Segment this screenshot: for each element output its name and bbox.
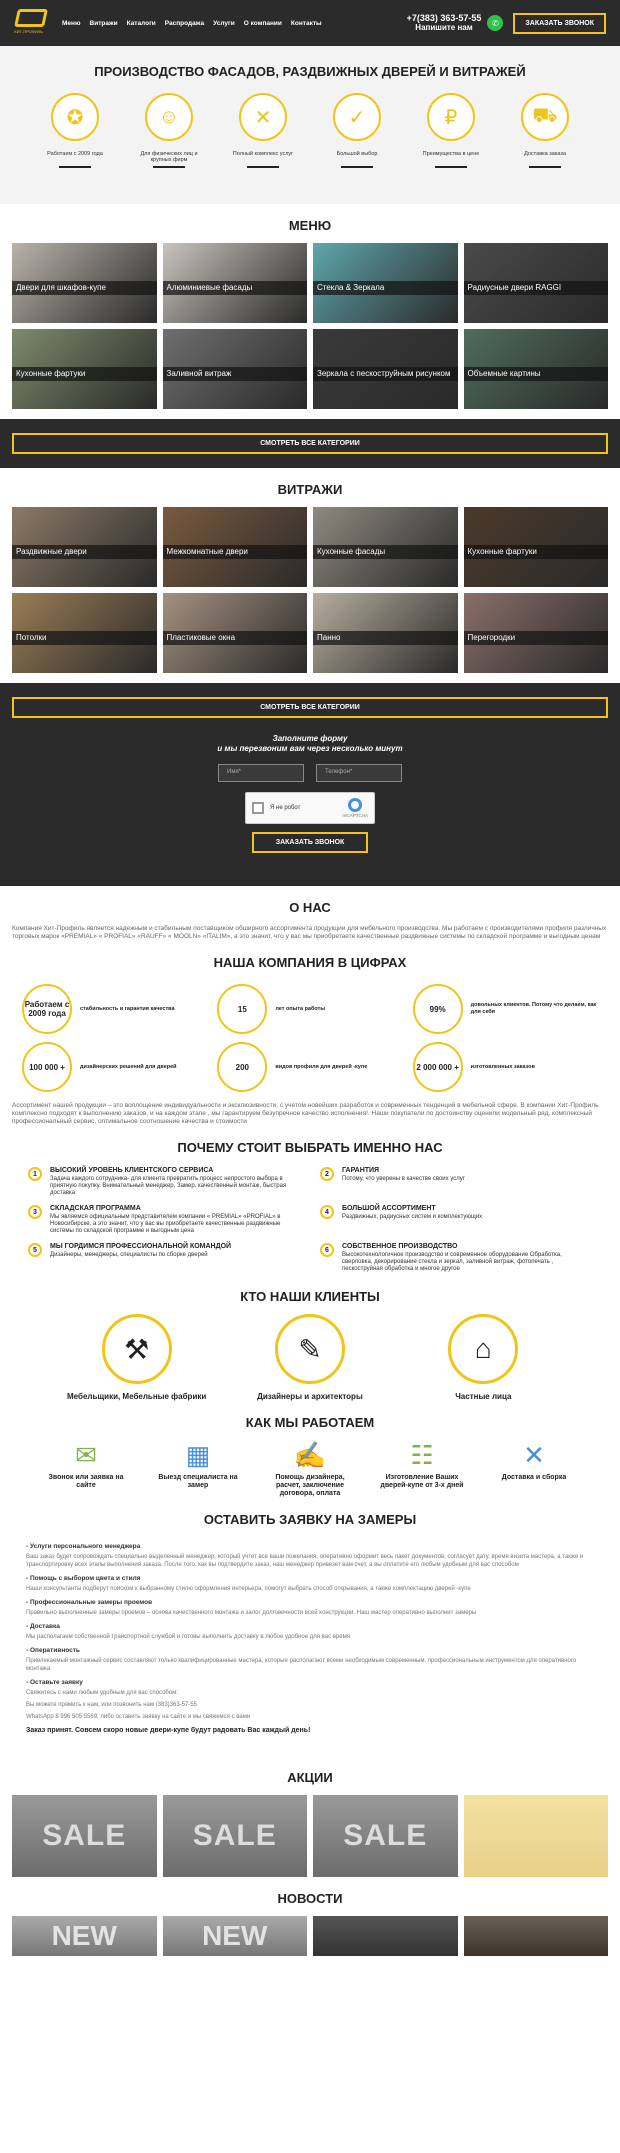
about-section [0,886,620,941]
tile-label: Радиусные двери RAGGI [464,281,609,295]
advantage-item [42,93,108,168]
nav-item-menu[interactable]: Меню [62,19,81,27]
phone-sub: Напишите нам [415,23,473,32]
see-all-categories-button[interactable]: СМОТРЕТЬ ВСЕ КАТЕГОРИИ [12,433,608,454]
vitrage-tile[interactable] [464,507,609,587]
order-contact: WhatsApp 8 996 505 5569, либо оставить заявку на сайте и мы свяжемся с вами [26,1714,251,1720]
check-icon: ✓ [333,93,381,141]
news-title: НОВОСТИ [277,1891,343,1906]
client-item [408,1314,558,1401]
advantage-item [136,93,202,168]
advantages-row [0,89,620,172]
why-item [320,1243,592,1273]
main-nav [62,20,322,27]
about-title: О НАС [289,900,331,915]
clients-section [0,1275,620,1401]
divider [341,166,373,168]
step-label: Выезд специалиста на замер [158,1474,238,1489]
number-value: 200 [217,1042,267,1092]
call-request-button[interactable]: ЗАКАЗАТЬ ЗВОНОК [513,13,606,34]
tile-label: Заливной витраж [163,367,308,381]
why-number: 1 [28,1167,42,1181]
advantage-label: Преимущества в цене [422,151,480,157]
order-text: Наши консультанты подберут поиском к выбранному стилю оформления интерьера, помогут выбрать способ открывания, а также комплектацию дверей -купе [26,1586,471,1592]
why-number: 5 [28,1243,42,1257]
why-item-title: МЫ ГОРДИМСЯ ПРОФЕССИОНАЛЬНОЙ КОМАНДОЙ [50,1243,232,1250]
vitrage-tile[interactable] [313,593,458,673]
tools-icon: ✕ [523,1440,545,1470]
step-label: Звонок или заявка на сайте [48,1474,124,1489]
step-item [377,1440,467,1498]
logo-text: ХИТ-ПРОФИЛЬ [14,29,44,34]
form-fields [0,764,620,782]
see-all-categories-button[interactable]: СМОТРЕТЬ ВСЕ КАТЕГОРИИ [12,697,608,718]
news-section [0,1877,620,1956]
form-title-line1: Заполните форму [272,734,348,743]
furniture-maker-icon: ⚒ [102,1314,172,1384]
menu-tile[interactable] [163,243,308,323]
news-card[interactable]: NEW [12,1916,157,1956]
site-header [0,0,620,46]
request-icon: ✉ [75,1440,97,1470]
how-title: КАК МЫ РАБОТАЕМ [245,1415,375,1430]
number-label: изготовленных заказов [470,1063,535,1070]
divider [59,166,91,168]
step-label: Изготовление Ваших дверей-купе от 3-х дней [380,1474,464,1489]
number-value: 100 000 + [22,1042,72,1092]
number-value: Работаем с 2009 года [22,984,72,1034]
tile-label: Раздвижные двери [12,545,157,559]
order-text: Мы располагаем собственной транспортной службой и готовы выполнить доставку в любое удобное для вас время [26,1634,350,1640]
why-number: 6 [320,1243,334,1257]
why-item-text: Мы являемся официальным представителем компании « PREMIAL» «PROFIAL» в Новосибирске, а это значит, что у вас вы приобретаете качественные раздвижные системы по складской программе и выгодным цена [50,1214,281,1234]
client-label: Мебельщики, Мебельные фабрики [67,1392,207,1401]
menu-section [0,204,620,409]
recaptcha-label: Я не робот [270,805,301,811]
why-title: ПОЧЕМУ СТОИТ ВЫБРАТЬ ИМЕННО НАС [177,1140,443,1155]
why-number: 4 [320,1205,334,1219]
advantage-label: Доставка заказа [524,151,566,157]
number-item [22,1042,207,1092]
why-item [320,1167,592,1197]
production-icon: ☷ [410,1440,434,1470]
recaptcha-icon [342,798,368,818]
divider [435,166,467,168]
advantage-label: Работаем с 2009 года [47,151,103,157]
number-item [217,984,402,1034]
phone-input[interactable]: Телефон* [316,764,402,782]
numbers-section [0,941,620,1126]
number-label: довольных клиентов. Потому что делаем, как для себя [470,1002,597,1015]
number-label: стабильность и гарантия качества [80,1005,175,1012]
step-item [489,1440,579,1498]
sales-grid [0,1795,620,1877]
step-label: Доставка и сборка [501,1474,567,1481]
nav-item-about[interactable]: О компании [243,19,282,27]
order-contact: Вы можете прямить к нам, или позвонить нам (383)363-57-55 [26,1702,198,1708]
designer-icon: ✎ [275,1314,345,1384]
hero-title: ПРОИЗВОДСТВО ФАСАДОВ, РАЗДВИЖНЫХ ДВЕРЕЙ И ВИТРАЖЕЙ [94,64,526,79]
why-item-text: Задача каждого сотрудника- для клиента превратить процесс непростого выбора в приятную покупку. Внимательный менеджер, Замер, качественный монтаж, быстрая доставка [50,1176,287,1196]
step-item [265,1440,355,1498]
number-value: 99% [413,984,463,1034]
order-heading: - Оперативность [26,1647,80,1654]
vitrage-grid [0,507,620,673]
tile-label: Межкомнатные двери [163,545,308,559]
sales-title: АКЦИИ [287,1770,333,1785]
number-item [217,1042,402,1092]
menu-see-all-wrap [0,419,620,468]
recaptcha-checkbox[interactable] [252,802,264,814]
why-item [320,1205,592,1235]
why-number: 3 [28,1205,42,1219]
advantage-label: Большой выбор [336,151,378,157]
vitrage-see-all-wrap [0,683,620,718]
menu-tile[interactable] [12,329,157,409]
vitrage-tile[interactable] [464,593,609,673]
tile-label: Зеркала с пескоструйным рисунком [313,367,458,381]
number-value: 15 [217,984,267,1034]
tile-label: Панно [313,631,458,645]
why-number: 2 [320,1167,334,1181]
nav-item-contacts[interactable]: Контакты [290,19,322,27]
divider [247,166,279,168]
news-card[interactable]: NEW [163,1916,308,1956]
recaptcha-brand: reCAPTCHA [342,813,368,818]
tools-icon: ✕ [239,93,287,141]
number-item [22,984,207,1034]
numbers-title: НАША КОМПАНИЯ В ЦИФРАХ [213,955,407,970]
advantage-item [418,93,484,168]
menu-tile[interactable] [12,243,157,323]
advantage-item [324,93,390,168]
submit-callback-button[interactable]: ЗАКАЗАТЬ ЗВОНОК [252,832,368,853]
news-card[interactable] [313,1916,458,1956]
nav-item-vitrage[interactable]: Витражи [89,19,118,27]
menu-tile[interactable] [313,243,458,323]
numbers-grid [0,980,620,1102]
sale-card[interactable]: SALE [12,1795,157,1877]
tile-label: Пластиковые окна [163,631,308,645]
hero-section [0,46,620,204]
order-heading: - Помощь с выбором цвета и стиля [26,1575,141,1582]
sale-card[interactable] [464,1795,609,1877]
form-title [0,734,620,754]
order-text: Свяжитесь с нами любым удобным для вас способом: [26,1690,178,1696]
why-item-text: Потому, что уверены в качестве своих услуг [342,1176,465,1182]
menu-tile[interactable] [464,329,609,409]
tile-label: Кухонные фартуки [464,545,609,559]
steps-row [0,1440,620,1498]
clients-row [0,1314,620,1401]
advantage-item [512,93,578,168]
truck-icon: ⛟ [521,93,569,141]
number-item [413,984,598,1034]
menu-tile[interactable] [163,329,308,409]
nav-item-sale[interactable]: Распродажа [164,19,205,27]
tile-label: Потолки [12,631,157,645]
recaptcha-widget [245,792,375,824]
why-item [28,1243,300,1273]
tile-label: Кухонные фартуки [12,367,157,381]
vitrage-tile[interactable] [12,593,157,673]
advantage-label: Полный комплекс услуг [232,151,294,157]
divider [529,166,561,168]
client-item [62,1314,212,1401]
phone-number[interactable]: +7(383) 363-57-55 [406,13,482,23]
menu-grid [0,243,620,409]
callback-form [0,718,620,886]
sale-card[interactable]: SALE [163,1795,308,1877]
why-item [28,1167,300,1197]
name-input[interactable]: Имя* [218,764,304,782]
tile-label: Кухонные фасады [313,545,458,559]
menu-tile[interactable] [464,243,609,323]
why-item [28,1205,300,1235]
whatsapp-icon[interactable]: ✆ [487,15,503,31]
advantage-label: Для физических лиц и крупных фирм [140,151,198,163]
why-section [0,1126,620,1275]
tile-label: Двери для шкафов-купе [12,281,157,295]
form-title-line2: и мы перезвоним вам через несколько минут [217,744,403,753]
clients-title: КТО НАШИ КЛИЕНТЫ [240,1289,380,1304]
client-label: Дизайнеры и архитекторы [257,1392,363,1401]
numbers-text: Ассортимент нашей продукции – это воплощение индивидуальности и эксклюзивности, с учетом новейших разработок и современных тенденций в мебельной сфере. В компании Хит-Профиль комплексно подходят к выполнению заказов, и на каждом этапе , мы гарантируем безупречное качество исполнения!. Наши покупатели по достоинству оценили модельный ряд, комплексный профессиональный сервис, оптимальное соотношение качества и стоимости [12,1102,599,1125]
people-icon: ☺ [145,93,193,141]
sales-section [0,1756,620,1877]
why-item-title: СОБСТВЕННОЕ ПРОИЗВОДСТВО [342,1243,458,1250]
vitrage-tile[interactable] [313,507,458,587]
tile-label: Алюминиевые фасады [163,281,308,295]
number-item [413,1042,598,1092]
step-item [153,1440,243,1498]
order-heading: - Профессиональные замеры проемов [26,1599,153,1606]
vitrage-tile[interactable] [12,507,157,587]
nav-item-services[interactable]: Услуги [213,19,235,27]
vitrage-section [0,468,620,673]
tile-label: Стекла & Зеркала [313,281,458,295]
why-item-title: СКЛАДСКАЯ ПРОГРАММА [50,1205,141,1212]
number-value: 2 000 000 + [413,1042,463,1092]
vitrage-title: ВИТРАЖИ [277,482,343,497]
why-item-title: ВЫСОКИЙ УРОВЕНЬ КЛИЕНТСКОГО СЕРВИСА [50,1167,214,1174]
step-label: Помощь дизайнера, расчет, заключение договора, оплата [275,1474,345,1497]
why-item-text: Дизайнеры, менеджеры, специалисты по сборке дверей [50,1252,208,1258]
order-text: Привлекаемый монтажный сервис составляют только квалифицированные мастера, которые располагают всеми необходимым современным, профессиональным инструментом для оперативного монтажа [26,1658,577,1672]
advantage-item [230,93,296,168]
nav-item-catalogs[interactable]: Каталоги [126,19,156,27]
tile-label: Перегородки [464,631,609,645]
order-final: Заказ принят. Совсем скоро новые двери-купе будут радовать Вас каждый день! [26,1727,311,1734]
price-icon: ₽ [427,93,475,141]
why-item-text: Раздвижных, радиусных систем и комплектующих [342,1214,483,1220]
measure-icon: ▦ [185,1440,211,1470]
step-item [41,1440,131,1498]
tile-label: Объемные картины [464,367,609,381]
menu-tile[interactable] [313,329,458,409]
logo-icon [14,9,48,27]
house-icon: ⌂ [448,1314,518,1384]
why-item-text: Высокотехнологичное производство и современное оборудование Обработка, сверловка, декорирование стекла и зеркал, заливной витраж, фотопечать , пескоструйная обработка и многое другое [342,1252,562,1272]
order-text: Правильно выполненные замеры проемов – основа качественного монтажа и залог долговечности всей конструкции. Наш мастер оперативно выполнит замеры [26,1610,477,1616]
why-item-title: ГАРАНТИЯ [342,1167,380,1174]
order-section [0,1498,620,1734]
badge-icon: ✪ [51,93,99,141]
order-text: Ваш заказ будет сопровождать специально выделенный менеджер, который учтет все ваши пожелания, оперативно оформит весь пакет документов, согласует дату, время визита мастера, а также и транспортировку всех этапы выполнения заказа. После того, как вы подтвердите заказ, наш менеджер привезет вам счет, а вы оплатите его любым удобным для вас способом [26,1554,584,1568]
why-grid [0,1165,620,1275]
order-heading: - Услуги персонального менеджера [26,1543,141,1550]
vitrage-tile[interactable] [163,593,308,673]
header-phone[interactable] [407,13,482,33]
news-card[interactable] [464,1916,609,1956]
divider [153,166,185,168]
vitrage-tile[interactable] [163,507,308,587]
menu-title: МЕНЮ [288,218,332,233]
number-label: видов профиля для дверей -купе [275,1063,368,1070]
number-label: лет опыта работы [275,1005,326,1012]
news-grid [0,1916,620,1956]
number-label: дизайнерских решений для дверей [80,1063,177,1070]
logo[interactable] [14,9,48,37]
client-item [235,1314,385,1401]
order-title: ОСТАВИТЬ ЗАЯВКУ НА ЗАМЕРЫ [203,1512,417,1527]
how-section [0,1401,620,1498]
about-text: Компания Хит-Профиль является надежным и стабильным поставщиком обширного ассортимента продукции для мебельного производства. Мы работаем с производителями профиля различных торговых марок «PREMIAL» « PROFIAL» «RAUFF» « MOOLN» «ITALIM», а это значит, что у вас мы приобретаете качественные раздвижные системы по складской программе и выгодным ценам [12,925,607,940]
client-label: Частные лица [455,1392,512,1401]
contract-icon: ✍ [293,1440,327,1470]
why-item-title: БОЛЬШОЙ АССОРТИМЕНТ [342,1205,436,1212]
order-heading: - Доставка [26,1623,60,1630]
sale-card[interactable]: SALE [313,1795,458,1877]
order-heading: - Оставьте заявку [26,1679,83,1686]
